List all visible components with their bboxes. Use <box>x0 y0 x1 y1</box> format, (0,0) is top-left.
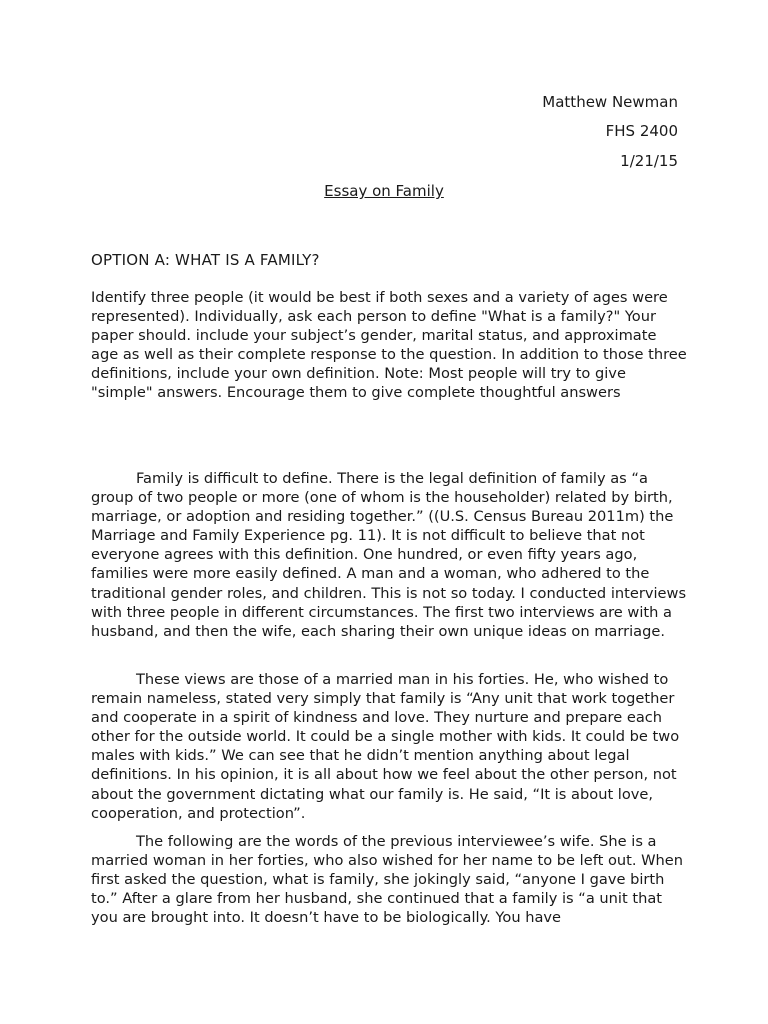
assignment-prompt: Identify three people (it would be best if both sexes and a variety of ages were represented). Individually, ask each person to define "What is a family?" Your paper should. include your subject’s gender, marital status, and approximate age as well as their complete response to the question. In addition to those three definitions, include your own definition. Note: Most people will try to give "simple" answers. Encourage them to give complete thoughtful answers <box>91 289 687 402</box>
course-code: FHS 2400 <box>605 122 678 140</box>
essay-date: 1/21/15 <box>620 152 678 170</box>
essay-title: Essay on Family <box>324 182 444 200</box>
option-heading: OPTION A: WHAT IS A FAMILY? <box>91 251 320 269</box>
body-paragraph-3: The following are the words of the previous interviewee’s wife. She is a married woman in her forties, who also wished for her name to be left out. When first asked the question, what is family, she jokingly said, “anyone I gave birth to.” After a glare from her husband, she continued that a family is “a unit that you are brought into. It doesn’t have to be biologically. You have <box>91 833 684 927</box>
body-paragraph-1: Family is difficult to define. There is the legal definition of family as “a group of two people or more (one of whom is the householder) related by birth, marriage, or adoption and residing together.” ((U.S. Census Bureau 2011m) the Marriage and Family Experience pg. 11). It is not difficult to believe that not everyone agrees with this definition. One hundred, or even fifty years ago, families were more easily defined. A man and a woman, who adhered to the traditional gender roles, and children. This is not so today. I conducted interviews with three people in different circumstances. The first two interviews are with a husband, and then the wife, each sharing their own unique ideas on marriage. <box>91 470 687 640</box>
author-name: Matthew Newman <box>542 93 678 111</box>
body-paragraph-2: These views are those of a married man in his forties. He, who wished to remain nameless, stated very simply that family is “Any unit that work together and cooperate in a spirit of kindness and love. They nurture and prepare each other for the outside world. It could be a single mother with kids. It could be two males with kids.” We can see that he didn’t mention anything about legal definitions. In his opinion, it is all about how we feel about the other person, not about the government dictating what our family is. He said, “It is about love, cooperation, and protection”. <box>91 671 680 822</box>
